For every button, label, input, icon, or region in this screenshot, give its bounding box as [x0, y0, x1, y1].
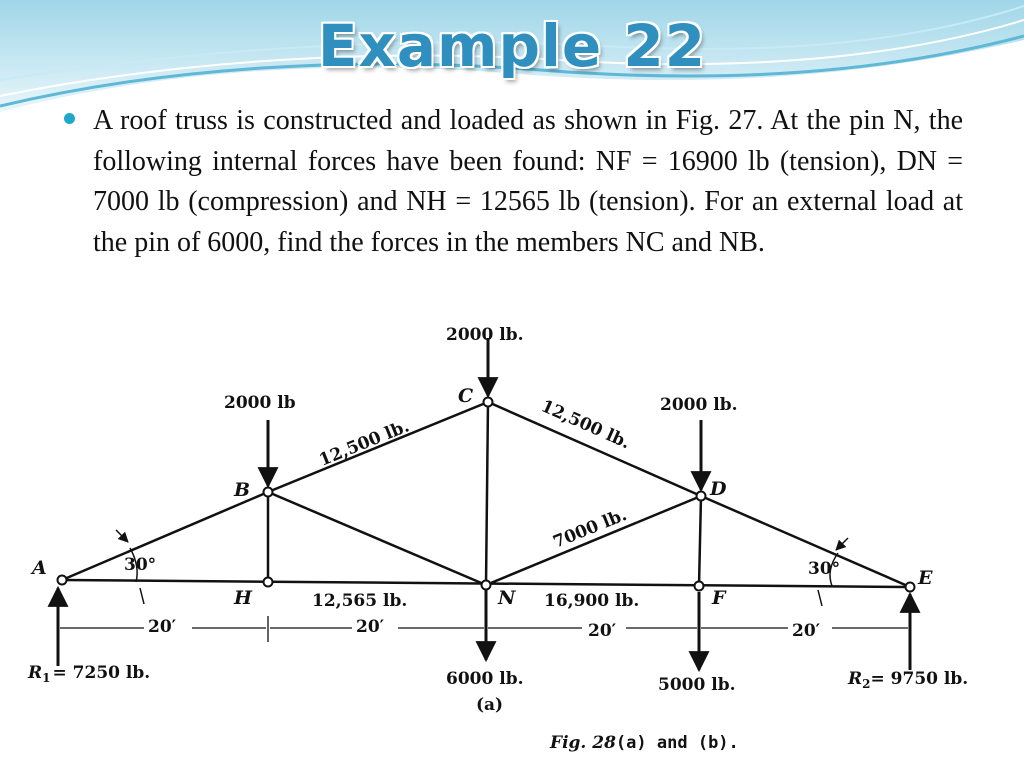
pin-label-A: A [32, 557, 47, 579]
span-label-2: 20′ [356, 617, 385, 637]
angle-tick-right [836, 538, 848, 550]
pin-label-N: N [498, 587, 516, 609]
pin-E [906, 583, 915, 592]
pin-B [264, 488, 273, 497]
slide-title: Example 22 [317, 12, 707, 80]
span-label-1: 20′ [148, 617, 177, 637]
pin-H [264, 578, 273, 587]
angle-tick-left [116, 530, 128, 542]
angle-tick-left-lower [140, 588, 144, 604]
pin-C [484, 398, 493, 407]
truss-members [62, 402, 910, 587]
member-CN [486, 402, 488, 585]
pin-label-D: D [710, 478, 727, 500]
load-arrows [58, 338, 910, 670]
pin-label-B: B [234, 479, 251, 501]
member-CD [488, 402, 701, 496]
member-DE [701, 496, 910, 587]
pin-label-H: H [234, 587, 252, 609]
caption-prefix: Fig. 28 [550, 733, 616, 753]
pin-label-E: E [918, 567, 933, 589]
load-label-F: 5000 lb. [658, 675, 736, 695]
reaction-R2-symbol: R [848, 669, 863, 689]
dimension-lines [58, 616, 910, 642]
load-label-C: 2000 lb. [446, 325, 524, 345]
caption-b: (b) [697, 733, 729, 753]
problem-statement: A roof truss is constructed and loaded as shown in Fig. 27. At the pin N, the following internal forces have been found: NF = 16900 lb (tension), DN = 7000 lb (compression) and NH = 12565 lb (tension). For an external load at the pin of 6000, find the forces in the members NC and NB. [93, 105, 963, 258]
angle-label-right: 30° [808, 559, 841, 579]
reaction-R2-value: = 9750 lb. [870, 669, 969, 689]
pin-F [695, 582, 704, 591]
bullet-icon [64, 113, 75, 124]
angle-label-left: 30° [124, 555, 157, 575]
pin-N [482, 581, 491, 590]
figure-sub-label: (a) [476, 695, 504, 715]
pin-A [58, 576, 67, 585]
reaction-R1-value: = 7250 lb. [52, 663, 151, 683]
span-label-3: 20′ [588, 621, 617, 641]
caption-a: (a) [615, 733, 647, 753]
reaction-R1-symbol: R [28, 663, 43, 683]
member-DN [486, 496, 701, 585]
pin-label-C: C [458, 385, 474, 407]
reaction-R2 [847, 669, 968, 691]
member-BN [268, 492, 486, 585]
load-label-N: 6000 lb. [446, 669, 524, 689]
angle-marks [116, 530, 848, 606]
truss-diagram [26, 298, 998, 768]
reaction-R1-sub: 1 [42, 671, 51, 685]
angle-tick-right-lower [818, 590, 822, 606]
caption-end: . [728, 733, 739, 753]
member-force-ND: 7000 lb. [550, 505, 630, 553]
member-force-BC: 12,500 lb. [316, 416, 413, 471]
reaction-R1 [27, 663, 150, 685]
caption-mid: and [646, 733, 698, 753]
reaction-R2-sub: 2 [862, 677, 871, 691]
member-force-HN: 12,565 lb. [312, 591, 408, 611]
member-force-CD: 12,500 lb. [537, 396, 634, 454]
member-AB [62, 492, 268, 580]
figure-caption [549, 733, 739, 753]
load-label-D: 2000 lb. [660, 395, 738, 415]
load-label-B: 2000 lb [224, 393, 296, 413]
member-force-NF: 16,900 lb. [544, 591, 640, 611]
span-label-4: 20′ [792, 621, 821, 641]
truss-figure [26, 298, 998, 768]
pin-D [697, 492, 706, 501]
member-DF [699, 496, 701, 586]
pin-label-F: F [712, 587, 726, 609]
